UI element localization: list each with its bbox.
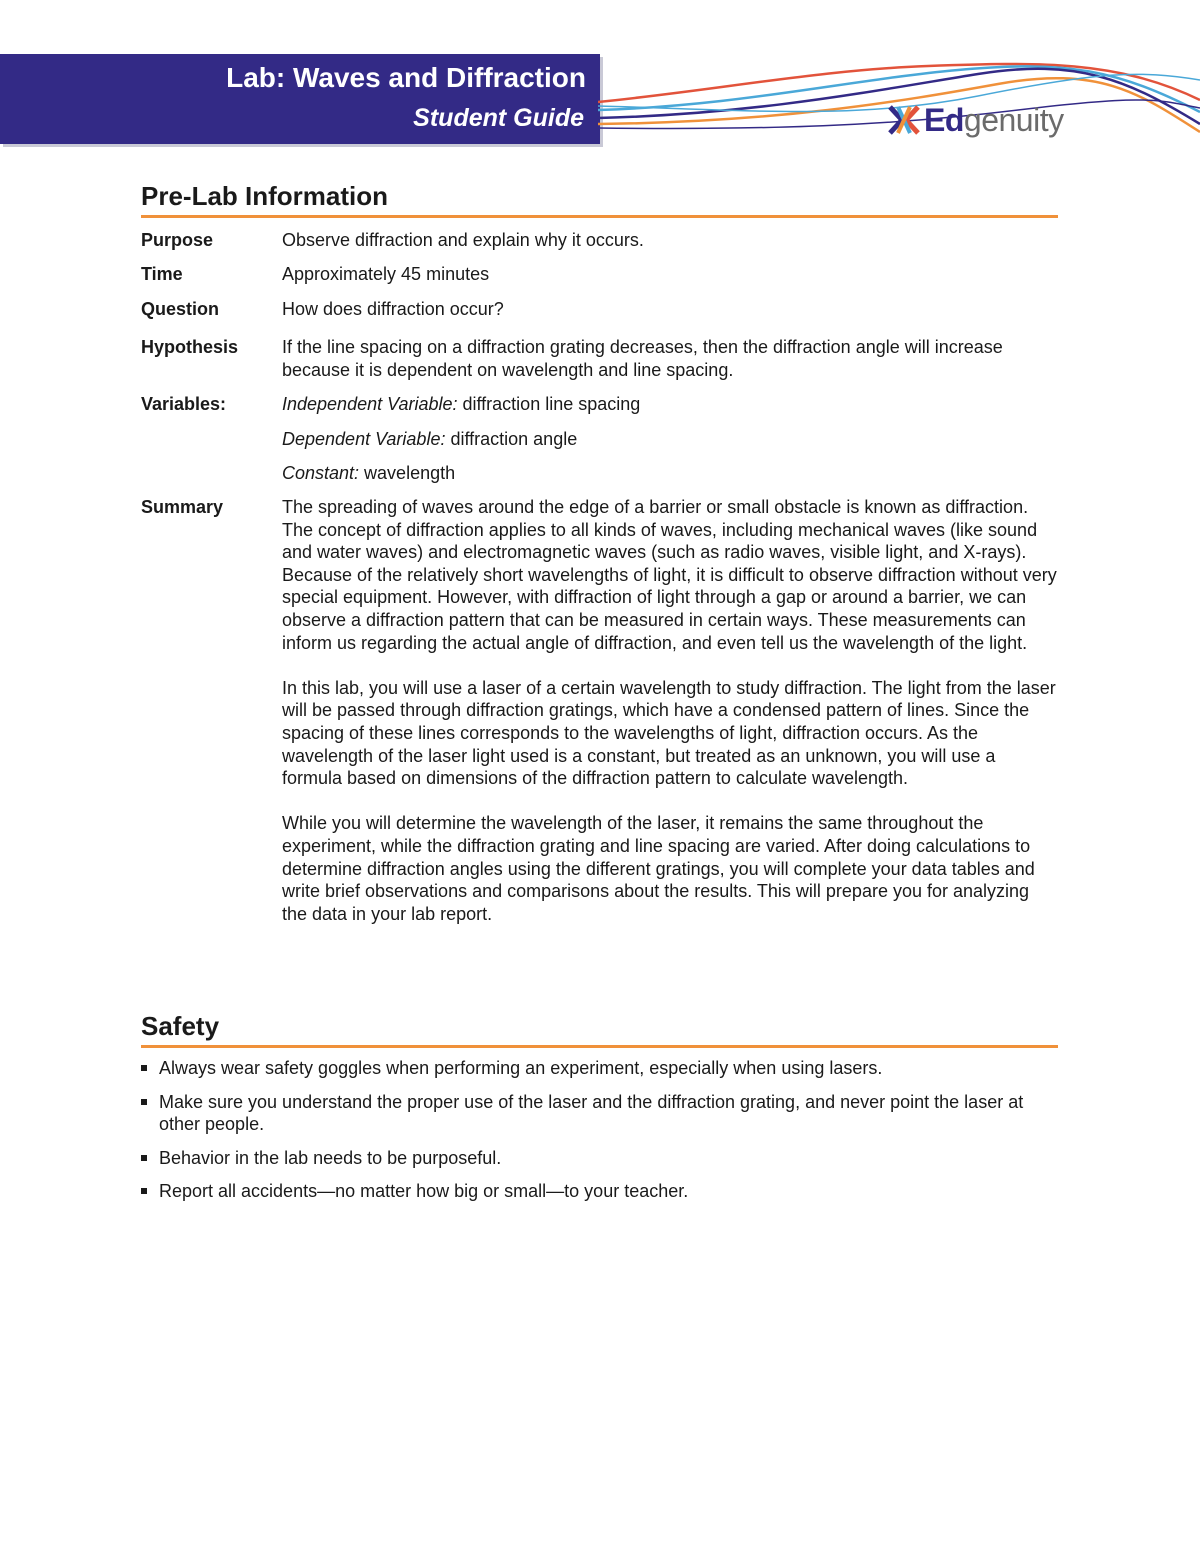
independent-variable: Independent Variable: diffraction line spacing [282, 394, 641, 414]
bullet-icon [141, 1099, 147, 1105]
bullet-icon [141, 1065, 147, 1071]
purpose-value: Observe diffraction and explain why it occurs. [282, 230, 644, 250]
summary-paragraph: The spreading of waves around the edge of a barrier or small obstacle is known as diffraction. The concept of diffraction applies to all kinds of waves, including mechanical waves (like sound and water waves) and electromagnetic waves (such as radio waves, visible light, and X-rays). Because of the relatively short wavelengths of light, it is difficult to observe diffraction without very special equipment. However, with diffraction of light through a gap or around a barrier, we can observe a diffraction pattern that can be measured in certain ways. These measurements can inform us regarding the actual angle of diffraction, and even tell us the wavelength of the light. [282, 497, 1057, 653]
constant-variable: Constant: wavelength [282, 463, 456, 483]
document-subtitle: Student Guide [413, 104, 584, 132]
variables-value [282, 393, 1057, 485]
logo-x-icon [888, 105, 920, 135]
bullet-icon [141, 1188, 147, 1194]
dependent-variable: Dependent Variable: diffraction angle [282, 428, 578, 449]
safety-item: Report all accidents—no matter how big or small—to your teacher. [141, 1180, 1058, 1203]
document-title: Lab: Waves and Diffraction [226, 62, 586, 93]
safety-heading: Safety [141, 1011, 1058, 1048]
safety-list [141, 1057, 1058, 1214]
question-value: How does diffraction occur? [282, 299, 504, 319]
purpose-label: Purpose [141, 230, 214, 250]
safety-item: Make sure you understand the proper use of the laser and the diffraction grating, and never point the laser at other people. [141, 1091, 1058, 1136]
safety-item: Behavior in the lab needs to be purposeful. [141, 1147, 1058, 1170]
bullet-icon [141, 1155, 147, 1161]
edgenuity-logo [888, 100, 1064, 140]
summary-label: Summary [141, 497, 224, 517]
prelab-heading: Pre-Lab Information [141, 181, 1058, 218]
logo-wordmark: Edgenuity [924, 101, 1064, 138]
question-label: Question [141, 299, 220, 319]
hypothesis-value: If the line spacing on a diffraction grating decreases, then the diffraction angle will increase because it is dependent on wavelength and line spacing. [282, 337, 1003, 380]
safety-item: Always wear safety goggles when performing an experiment, especially when using lasers. [141, 1057, 1058, 1080]
header-band [0, 54, 600, 144]
time-label: Time [141, 264, 183, 284]
variables-label: Variables: [141, 394, 227, 414]
summary-value [282, 496, 1057, 925]
summary-paragraph: While you will determine the wavelength of the laser, it remains the same throughout the experiment, while the diffraction grating and line spacing are varied. After doing calculations to determine diffraction angles using the different gratings, you will complete your data tables and write brief observations and comparisons about the results. This will prepare you for analyzing the data in your lab report. [282, 813, 1035, 924]
time-value: Approximately 45 minutes [282, 264, 490, 284]
summary-paragraph: In this lab, you will use a laser of a certain wavelength to study diffraction. The light from the laser will be passed through diffraction gratings, which have a condensed pattern of lines. Since the spacing of these lines corresponds to the wavelengths of light, diffraction occurs. As the wavelength of the laser light used is a constant, but treated as an unknown, you will use a formula based on dimensions of the diffraction pattern to calculate wavelength. [282, 677, 1056, 789]
hypothesis-label: Hypothesis [141, 337, 239, 357]
